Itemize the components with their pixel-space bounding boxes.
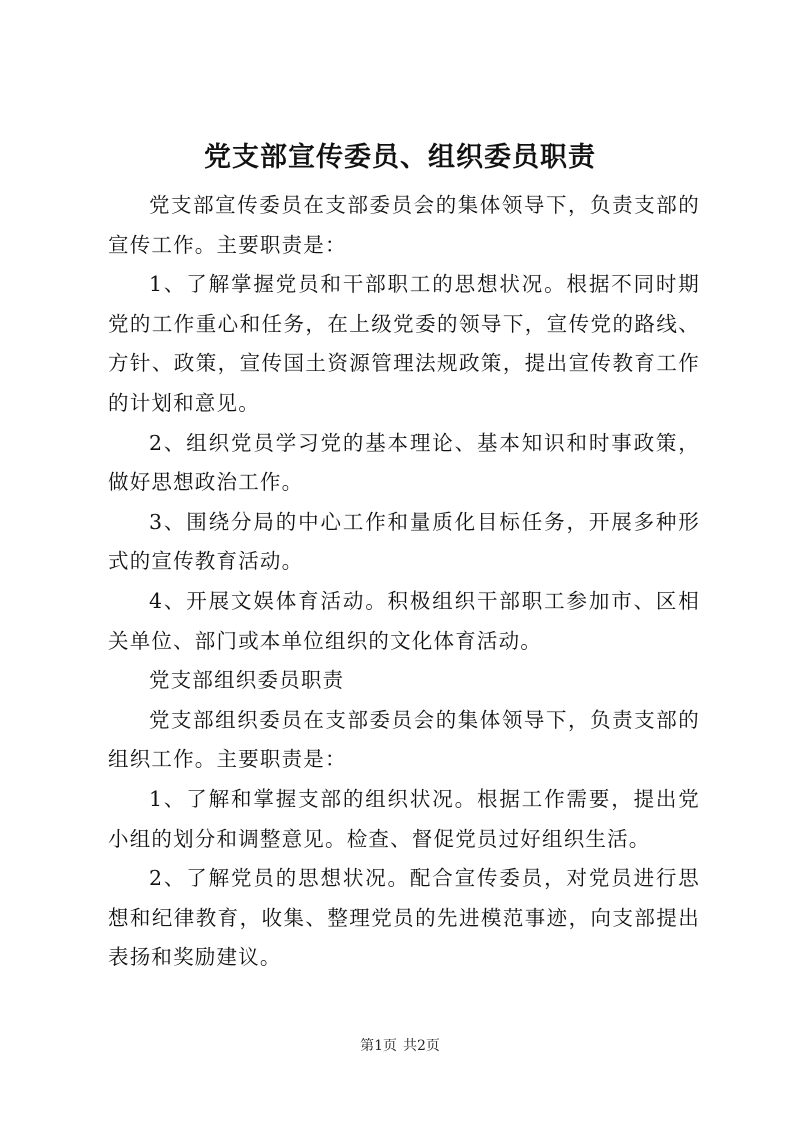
document-body xyxy=(108,186,700,978)
paragraph-organization-duty-1: 1、了解和掌握支部的组织状况。根据工作需要，提出党小组的划分和调整意见。检查、督促党员过好组织生活。 xyxy=(108,786,700,851)
page-total: 共2页 xyxy=(403,1038,440,1054)
section-heading-organization: 党支部组织委员职责 xyxy=(149,668,345,693)
paragraph-organization-duty-2: 2、了解党员的思想状况。配合宣传委员，对党员进行思想和纪律教育，收集、整理党员的先进模范事迹，向支部提出表扬和奖励建议。 xyxy=(108,866,700,970)
page-number: 第1页 xyxy=(360,1038,397,1054)
paragraph-propaganda-duty-3: 3、围绕分局的中心工作和量质化目标任务，开展多种形式的宣传教育活动。 xyxy=(108,509,700,574)
document-title: 党支部宣传委员、组织委员职责 xyxy=(204,142,596,173)
paragraph-organization-intro: 党支部组织委员在支部委员会的集体领导下，负责支部的组织工作。主要职责是： xyxy=(108,707,700,772)
page-footer xyxy=(0,1036,800,1056)
paragraph-propaganda-intro: 党支部宣传委员在支部委员会的集体领导下，负责支部的宣传工作。主要职责是： xyxy=(108,193,700,257)
paragraph-propaganda-duty-1: 1、了解掌握党员和干部职工的思想状况。根据不同时期党的工作重心和任务，在上级党委的领导下，宣传党的路线、方针、政策，宣传国土资源管理法规政策，提出宣传教育工作的计划和意见。 xyxy=(108,272,700,415)
paragraph-propaganda-duty-4: 4、开展文娱体育活动。积极组织干部职工参加市、区相关单位、部门或本单位组织的文化体育活动。 xyxy=(108,588,700,653)
paragraph-propaganda-duty-2: 2、组织党员学习党的基本理论、基本知识和时事政策，做好思想政治工作。 xyxy=(108,430,700,495)
